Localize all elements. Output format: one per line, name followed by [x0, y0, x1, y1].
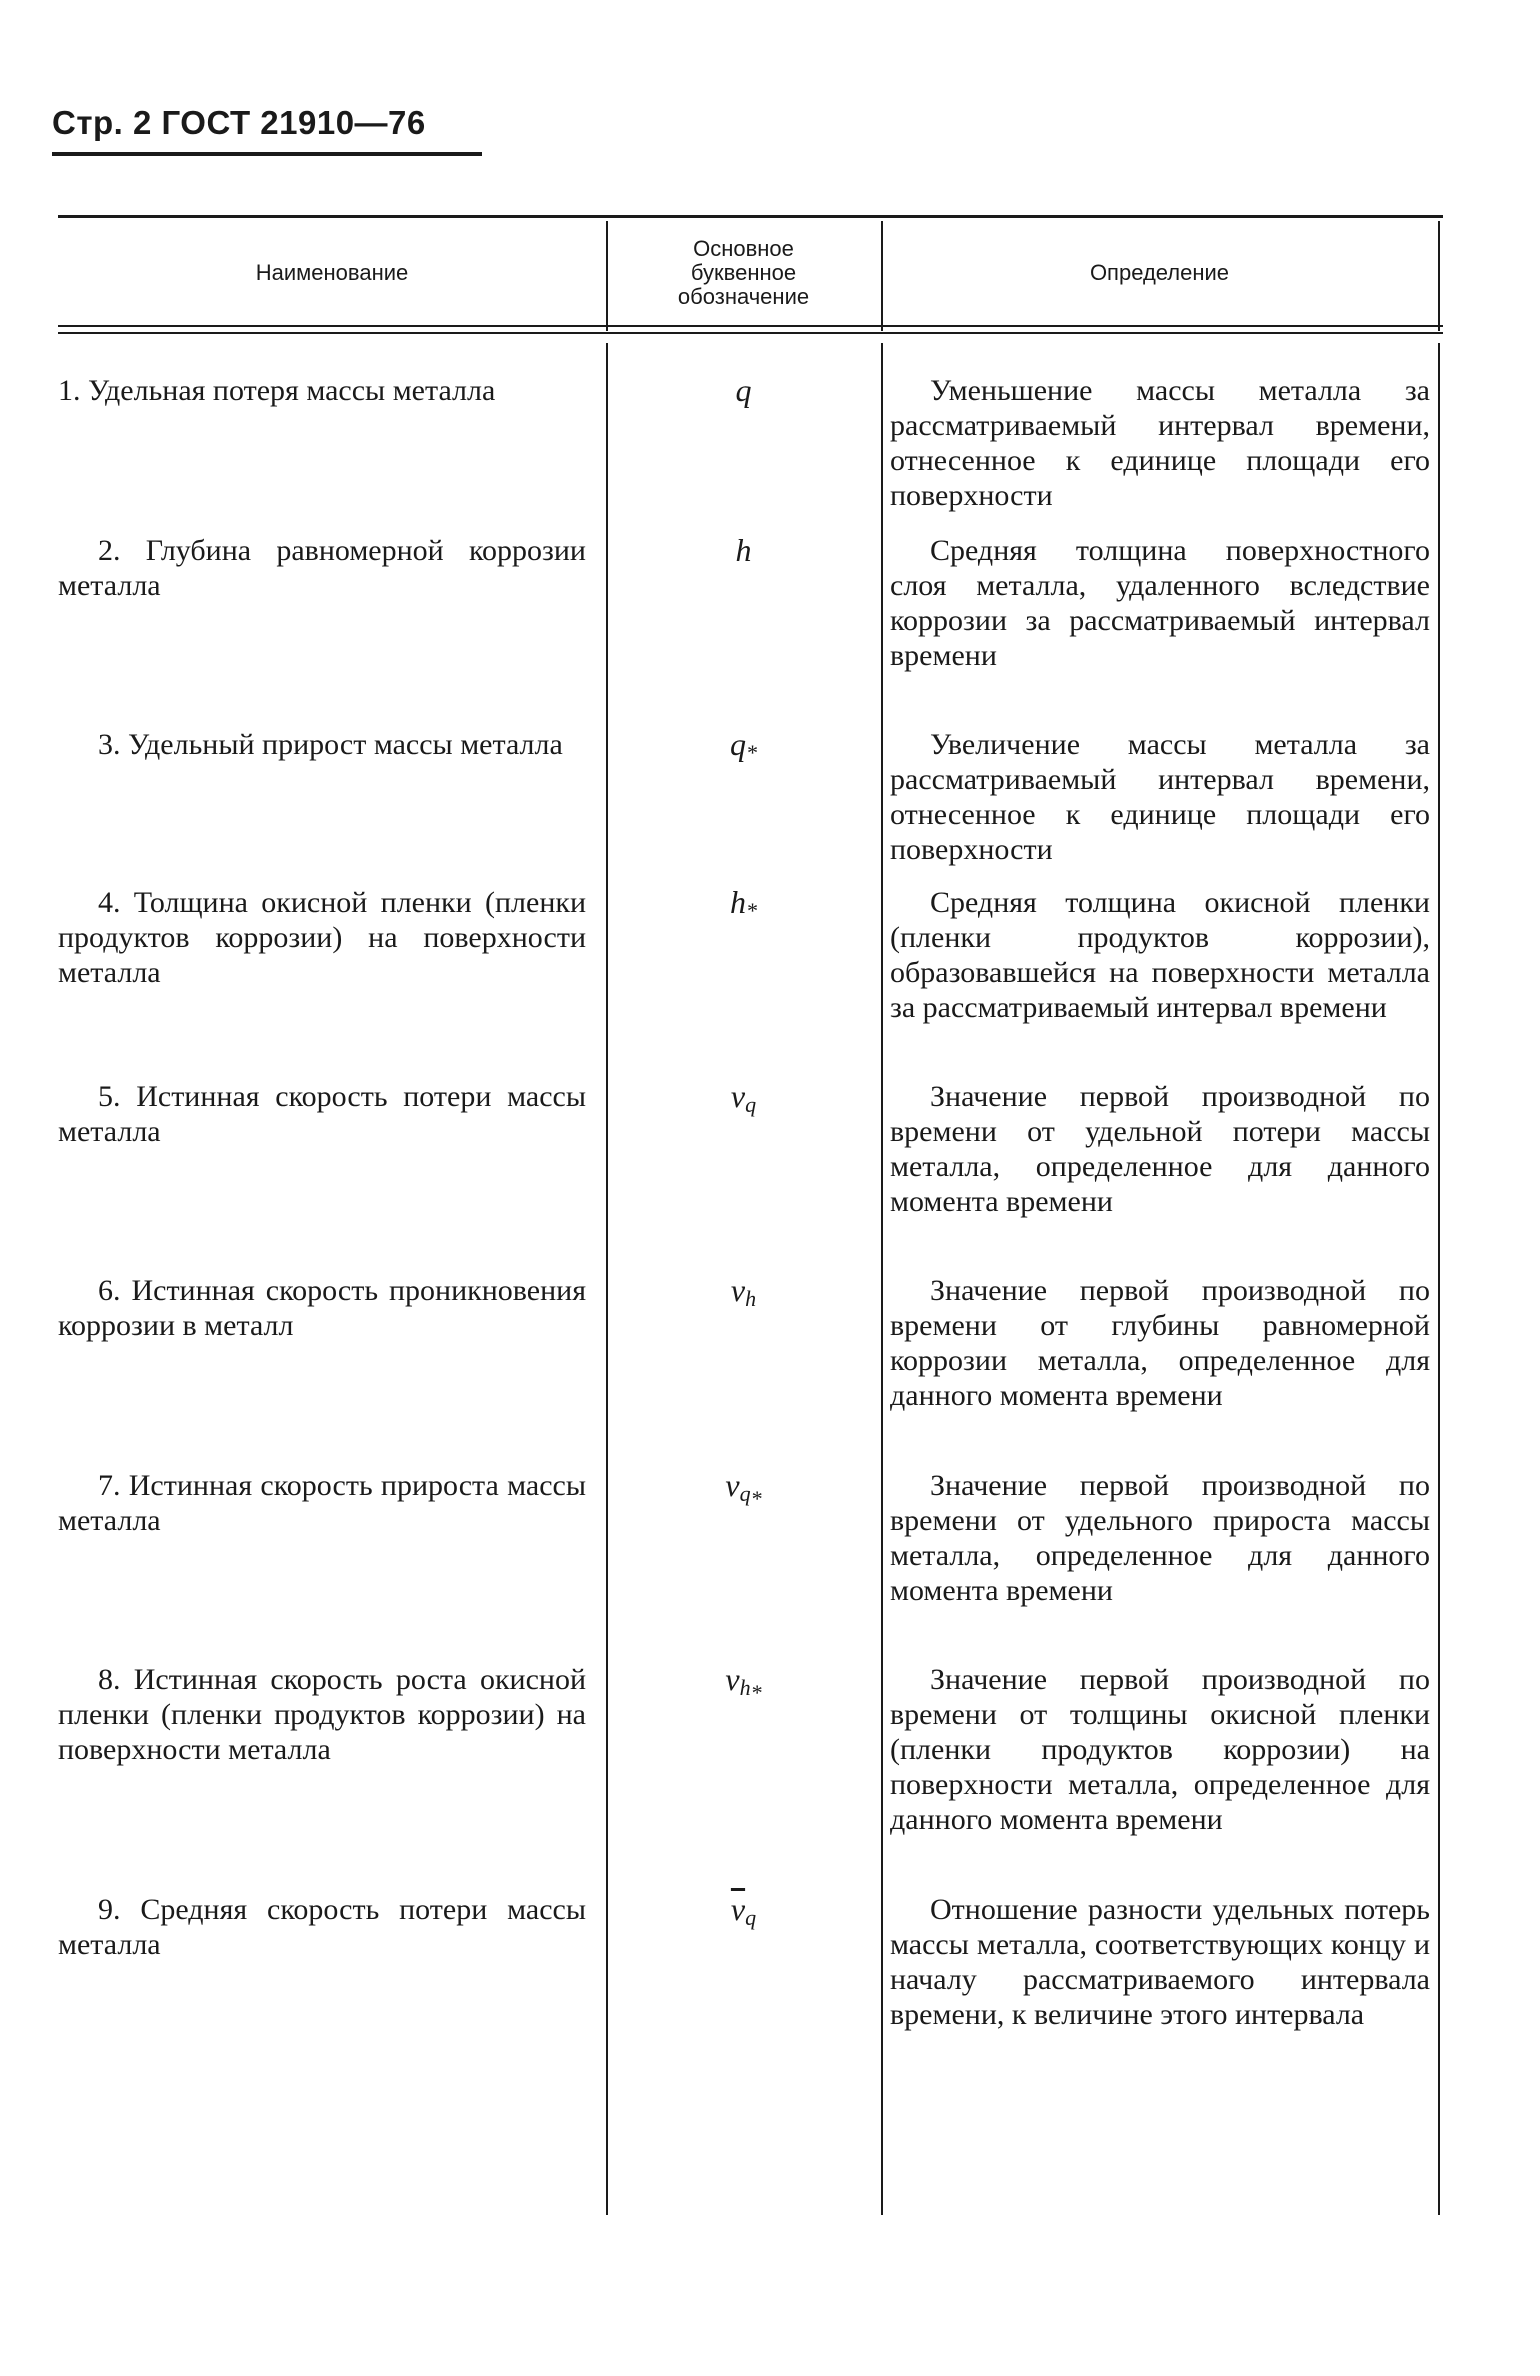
symbol-subscript: h	[739, 1675, 751, 1700]
symbol-base: v	[730, 1078, 746, 1114]
symbol-subscript: q	[739, 1481, 751, 1506]
header-double-rule-bottom	[58, 332, 1443, 334]
term-definition: Отношение разности удельных потерь массы металла, соответствующих концу и началу рассматриваемого интервала времени, к величине этого интервала	[890, 1893, 1430, 2031]
header-rule	[52, 152, 482, 156]
term-name: 3. Удельный прирост массы металла	[98, 728, 563, 761]
column-header-symbol-line2: буквенное	[690, 260, 797, 285]
symbol-base: h	[730, 884, 746, 920]
symbol-sub-subscript: *	[750, 1486, 762, 1511]
column-header-definition-text: Определение	[1089, 260, 1230, 285]
column-header-name	[58, 221, 606, 325]
term-name: 9. Средняя скорость потери массы металла	[58, 1893, 586, 1961]
symbol-base: q	[730, 726, 746, 762]
term-symbol	[606, 1079, 881, 1122]
term-symbol	[606, 533, 881, 568]
table-right-edge	[1438, 343, 1440, 2215]
symbol-base: h	[735, 532, 752, 568]
symbol-sub-subscript: *	[750, 1680, 762, 1705]
symbol-subscript: q	[745, 1905, 757, 1930]
term-symbol	[606, 1273, 881, 1316]
table-right-edge-header	[1438, 221, 1440, 331]
term-symbol	[606, 373, 881, 408]
column-header-symbol-line3: обозначение	[677, 284, 810, 309]
term-definition: Значение первой производной по времени от толщины окисной пленки (пленки продуктов коррозии) на поверхности металла, определенное для данного момента времени	[890, 1663, 1430, 1836]
term-name: 2. Глубина равномерной коррозии металла	[58, 534, 586, 602]
symbol-base-overline: $\overline{v}$	[730, 1891, 746, 1927]
page-header: Стр. 2 ГОСТ 21910—76	[52, 104, 426, 141]
term-definition: Увеличение массы металла за рассматриваемый интервал времени, отнесенное к единице площади его поверхности	[890, 728, 1430, 866]
symbol-base: v	[730, 1272, 746, 1308]
symbol-subscript: *	[746, 740, 757, 765]
column-header-name-text: Наименование	[255, 260, 409, 285]
term-name: 6. Истинная скорость проникновения коррозии в металл	[58, 1274, 586, 1342]
symbol-base: v	[725, 1467, 740, 1503]
term-definition: Значение первой производной по времени от удельной потери массы металла, определенное для данного момента времени	[890, 1080, 1430, 1218]
term-name: 7. Истинная скорость прироста массы металла	[58, 1469, 586, 1537]
term-symbol	[606, 1468, 881, 1516]
symbol-subscript: h	[745, 1286, 757, 1311]
term-symbol	[606, 1662, 881, 1710]
symbol-base: v	[725, 1661, 740, 1697]
table-top-rule	[58, 215, 1443, 218]
term-definition: Значение первой производной по времени от глубины равномерной коррозии металла, определенное для данного момента времени	[890, 1274, 1430, 1412]
term-definition: Средняя толщина окисной пленки (пленки продуктов коррозии), образовавшейся на поверхности металла за рассматриваемый интервал времени	[890, 886, 1430, 1024]
term-symbol	[606, 1892, 881, 1935]
header-double-rule-top	[58, 325, 1443, 327]
term-name: 4. Толщина окисной пленки (пленки продуктов коррозии) на поверхности металла	[58, 886, 586, 989]
term-definition: Значение первой производной по времени от удельного прироста массы металла, определенное для данного момента времени	[890, 1469, 1430, 1607]
term-symbol	[606, 727, 881, 770]
column-header-definition	[881, 221, 1438, 325]
term-name: 5. Истинная скорость потери массы металла	[58, 1080, 586, 1148]
column-header-symbol	[606, 221, 881, 325]
term-symbol	[606, 885, 881, 928]
symbol-subscript: *	[746, 898, 757, 923]
term-name: 1. Удельная потеря массы металла	[58, 374, 496, 407]
terms-table	[58, 215, 1443, 2215]
term-definition: Уменьшение массы металла за рассматриваемый интервал времени, отнесенное к единице площади его поверхности	[890, 374, 1430, 512]
term-name: 8. Истинная скорость роста окисной пленки (пленки продуктов коррозии) на поверхности металла	[58, 1663, 586, 1766]
symbol-base: q	[735, 372, 752, 408]
term-definition: Средняя толщина поверхностного слоя металла, удаленного вследствие коррозии за рассматриваемый интервал времени	[890, 534, 1430, 672]
column-header-symbol-line1: Основное	[693, 236, 794, 261]
column-divider-right	[881, 343, 883, 2215]
symbol-subscript: q	[745, 1092, 757, 1117]
